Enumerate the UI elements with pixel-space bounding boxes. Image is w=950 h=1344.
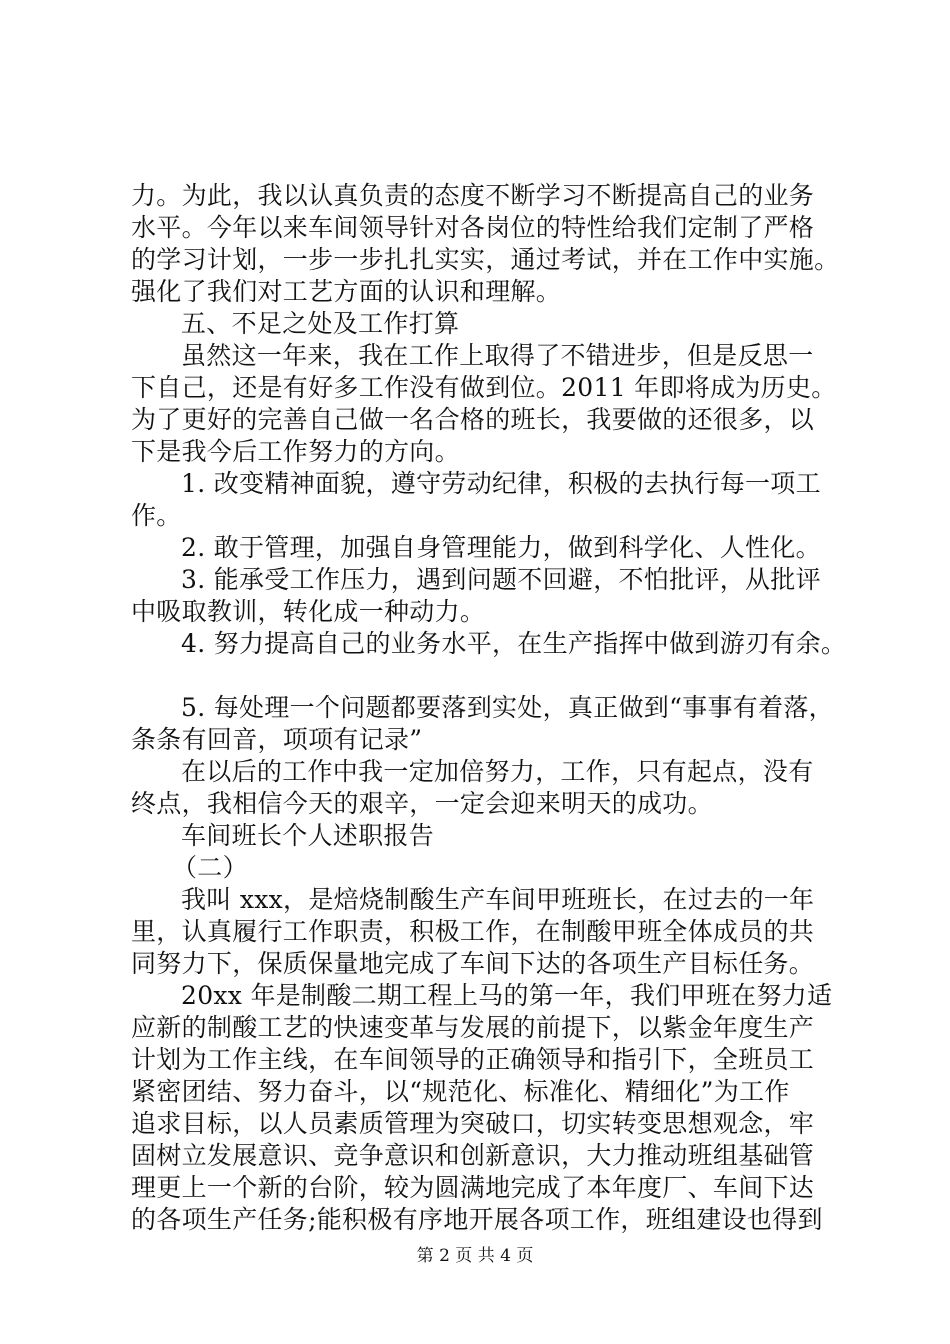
text-line: 20xx 年是制酸二期工程上马的第一年，我们甲班在努力适 [181, 981, 833, 1010]
text-line: 的学习计划，一步一步扎扎实实，通过考试，并在工作中实施。 [131, 245, 840, 274]
text-line: 里，认真履行工作职责，积极工作，在制酸甲班全体成员的共 [131, 917, 815, 946]
text-line: 条条有回音，项项有记录” [131, 725, 423, 754]
text-line: 作。 [131, 501, 182, 530]
section-heading: 五、不足之处及工作打算 [181, 309, 460, 338]
list-item: 1. 改变精神面貌，遵守劳动纪律，积极的去执行每一项工 [181, 469, 821, 498]
text-line: 下自己，还是有好多工作没有做到位。2011 年即将成为历史。 [131, 373, 837, 402]
text-line: 力。为此，我以认真负责的态度不断学习不断提高自己的业务 [131, 181, 815, 210]
text-line: 紧密团结、努力奋斗，以“规范化、标准化、精细化”为工作 [131, 1077, 790, 1106]
text-line: 终点，我相信今天的艰辛，一定会迎来明天的成功。 [131, 789, 713, 818]
text-line: 的各项生产任务;能积极有序地开展各项工作，班组建设也得到 [131, 1205, 823, 1234]
text-line: 计划为工作主线，在车间领导的正确领导和指引下，全班员工 [131, 1045, 815, 1074]
list-item: 2. 敢于管理，加强自身管理能力，做到科学化、人性化。 [181, 533, 821, 562]
list-item: 3. 能承受工作压力，遇到问题不回避，不怕批评，从批评 [181, 565, 821, 594]
text-line: 为了更好的完善自己做一名合格的班长，我要做的还很多，以 [131, 405, 815, 434]
list-item: 4. 努力提高自己的业务水平，在生产指挥中做到游刃有余。 [181, 629, 847, 658]
text-line: 理更上一个新的台阶，较为圆满地完成了本年度厂、车间下达 [131, 1173, 815, 1202]
page-number-footer: 第 2 页 共 4 页 [416, 1246, 534, 1266]
text-line: 固树立发展意识、竞争意识和创新意识，大力推动班组基础管 [131, 1141, 815, 1170]
text-line: 强化了我们对工艺方面的认识和理解。 [131, 277, 562, 306]
text-line: 我叫 xxx，是焙烧制酸生产车间甲班班长，在过去的一年 [181, 885, 815, 914]
text-line: 应新的制酸工艺的快速变革与发展的前提下，以紫金年度生产 [131, 1013, 815, 1042]
report-subtitle: （二） [172, 853, 248, 882]
text-line: 在以后的工作中我一定加倍努力，工作，只有起点，没有 [181, 757, 814, 786]
text-line: 虽然这一年来，我在工作上取得了不错进步，但是反思一 [181, 341, 814, 370]
text-line: 水平。今年以来车间领导针对各岗位的特性给我们定制了严格 [131, 213, 815, 242]
text-line: 下是我今后工作努力的方向。 [131, 437, 460, 466]
text-line: 追求目标，以人员素质管理为突破口，切实转变思想观念，牢 [131, 1109, 815, 1138]
list-item: 5. 每处理一个问题都要落到实处，真正做到“事事有着落， [181, 693, 834, 722]
report-title: 车间班长个人述职报告 [181, 821, 435, 850]
text-line: 中吸取教训，转化成一种动力。 [131, 597, 486, 626]
text-line: 同努力下，保质保量地完成了车间下达的各项生产目标任务。 [131, 949, 815, 978]
